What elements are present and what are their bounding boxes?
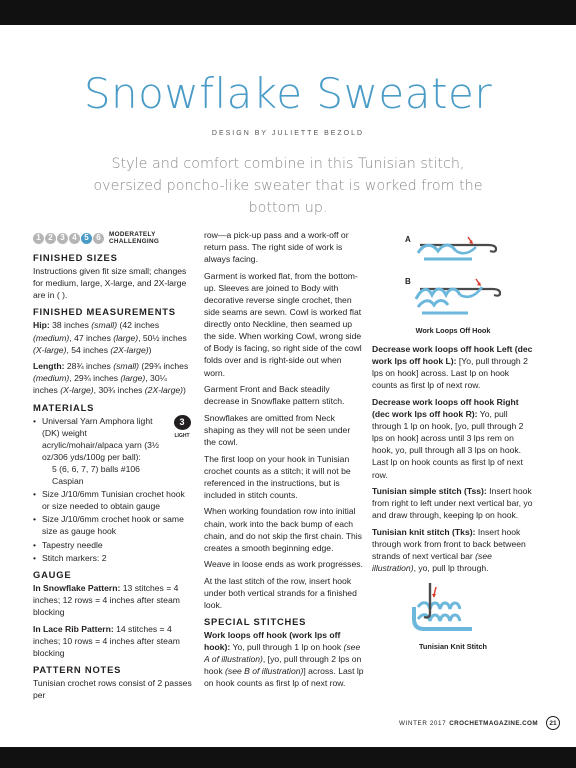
skill-level-label: MODERATELY CHALLENGING	[109, 231, 160, 245]
knit-stitch-diagram	[372, 579, 534, 641]
gauge-lace-rib: In Lace Rib Pattern: 14 stitches = 4 inches; 10 rows = 4 inches after steam blocking	[33, 623, 180, 658]
work-loops-diagram	[372, 229, 534, 325]
column-2	[204, 229, 364, 694]
yarn-weight-icon: 3 LIGHT	[171, 415, 193, 488]
yarn-balls: 5 (6, 6, 7, 7) balls #106 Caspian	[52, 464, 140, 487]
materials-heading: MATERIALS	[33, 401, 95, 413]
pattern-note-4: Snowflakes are omitted from Neck shaping as they will not be seen under the cowl.	[204, 412, 351, 447]
finished-sizes-heading: FINISHED SIZES	[33, 252, 118, 263]
skill-dot-1: 1	[33, 233, 44, 244]
column-1	[33, 229, 193, 706]
knit-stitch-illustration	[372, 579, 534, 653]
knit-stitch-drawing	[414, 583, 472, 629]
dec-work-loops-left: Decrease work loops off hook Left (dec work lps off hook L): [Yo, pull through 2 lps on hook] across. Last lp on hook counts as first lp of next row.	[372, 344, 533, 391]
gauge-heading: GAUGE	[33, 568, 72, 580]
figure-label-b: B	[405, 277, 411, 286]
pattern-note-3: Garment Front and Back steadily decrease in Snowflake pattern stitch.	[204, 384, 345, 407]
skill-dot-3: 3	[57, 233, 68, 244]
finished-measurements-heading: FINISHED MEASUREMENTS	[33, 306, 176, 318]
materials-item: • Size J/10/6mm Tunisian crochet hook or size needed to obtain gauge	[33, 488, 193, 512]
materials-item: • Tapestry needle	[33, 539, 193, 551]
pattern-deck: Style and comfort combine in this Tunisian stitch, oversized poncho-like sweater that is worked from the bottom up.	[93, 156, 483, 216]
figure-label-a: A	[405, 235, 411, 244]
pattern-note-8: At the last stitch of the row, insert hook under both vertical strands for a finished look.	[204, 575, 357, 611]
top-bar	[0, 0, 576, 25]
hip-measurement: Hip: 38 inches (small) (42 inches (medium), 47 inches (large), 50½ inches (X-large), 54 inches (2X-large))	[33, 320, 187, 355]
pattern-title: Snowflake Sweater	[83, 69, 493, 118]
finished-sizes-text: Instructions given fit size small; changes for medium, large, X-large, and 2X-large are in ( ).	[33, 266, 187, 301]
hook-a-illustration	[418, 237, 496, 259]
knit-stitch-caption: Tunisian Knit Stitch	[419, 641, 487, 651]
work-loops-illustration	[372, 229, 534, 337]
skill-dot-2: 2	[45, 233, 56, 244]
page-footer	[390, 715, 560, 731]
pattern-note-2: Garment is worked flat, from the bottom-up. Sleeves are joined to Body with decorative reverse single crochet, then side seams are sewn. Cowl is worked flat directly onto Neckline, then seamed up the side. When working Cowl, wrong side of Body is facing, so right side of the cowl folds over and is right-side out when worn.	[204, 270, 362, 378]
skill-level	[33, 229, 193, 247]
pattern-note-1b: row—a pick-up pass and a work-off or return pass. The right side of work is always facing.	[204, 230, 349, 265]
page-number: 21	[546, 716, 560, 730]
skill-dot-5: 5	[81, 233, 92, 244]
pattern-note-5: The first loop on your hook in Tunisian crochet counts as a stitch; it will not be referenced in the instructions, but is included in stitch counts.	[204, 453, 351, 500]
materials-list	[33, 415, 193, 564]
skill-dot-6: 6	[93, 233, 104, 244]
column-3	[372, 229, 534, 653]
pattern-note-6: When working foundation row into initial chain, work into the back bump of each chain, and do not skip the first chain. This creates a smooth beginning edge.	[204, 506, 362, 553]
footer-issue: WINTER 2017	[399, 719, 447, 727]
pattern-note-1a: Tunisian crochet rows consist of 2 passes per	[33, 678, 192, 701]
gauge-snowflake: In Snowflake Pattern: 13 stitches = 4 inches; 12 rows = 4 inches after steam blocking	[33, 582, 180, 618]
designer-byline: DESIGN BY JULIETTE BEZOLD	[211, 130, 365, 137]
footer-website[interactable]: CROCHETMAGAZINE.COM	[449, 719, 538, 727]
special-stitches-heading: SPECIAL STITCHES	[204, 615, 307, 627]
tunisian-simple-stitch: Tunisian simple stitch (Tss): Insert hook from right to left under next vertical bar, yo and draw through, keeping lp on hook.	[372, 486, 533, 521]
pattern-notes-heading: PATTERN NOTES	[33, 663, 122, 675]
bottom-bar	[0, 747, 576, 768]
length-measurement: Length: 28¾ inches (small) (29¾ inches (medium), 29¾ inches (large), 30¼ inches (X-large), 30¾ inches (2X-large))	[33, 361, 189, 396]
materials-item: • Size J/10/6mm crochet hook or same size as gauge hook	[33, 513, 193, 537]
materials-yarn: • Universal Yarn Amphora light (DK) weight acrylic/mohair/alpaca yarn (3½ oz/306 yds/100g per ball): 5 (6, 6, 7, 7) balls #106 Caspian 3 LIGHT	[33, 415, 193, 488]
materials-item: • Stitch markers: 2	[33, 552, 193, 564]
tunisian-knit-stitch: Tunisian knit stitch (Tks): Insert hook through work from front to back between strands of next vertical bar (see illustration), yo, pull lp through.	[372, 526, 526, 574]
work-loops-off-hook: Work loops off hook (work lps off hook): Yo, pull through 1 lp on hook (see A of illustration), [yo, pull through 2 lps on hook (see B of illustration)] across. Last lp on hook counts as first lp of next row.	[204, 629, 364, 689]
magazine-page	[0, 25, 576, 747]
dec-work-loops-right: Decrease work loops off hook Right (dec work lps off hook R): Yo, pull through 1 lp on hook, [yo, pull through 2 lps on hook] across until 3 lps rem on hook, yo, pull through all 3 lps on hook. Last lp on hook counts as first lp of next row.	[372, 396, 524, 480]
work-loops-caption: Work Loops Off Hook	[415, 326, 491, 335]
pattern-note-7: Weave in loose ends as work progresses.	[204, 559, 363, 570]
hook-b-illustration	[416, 279, 500, 313]
skill-dot-4: 4	[69, 233, 80, 244]
